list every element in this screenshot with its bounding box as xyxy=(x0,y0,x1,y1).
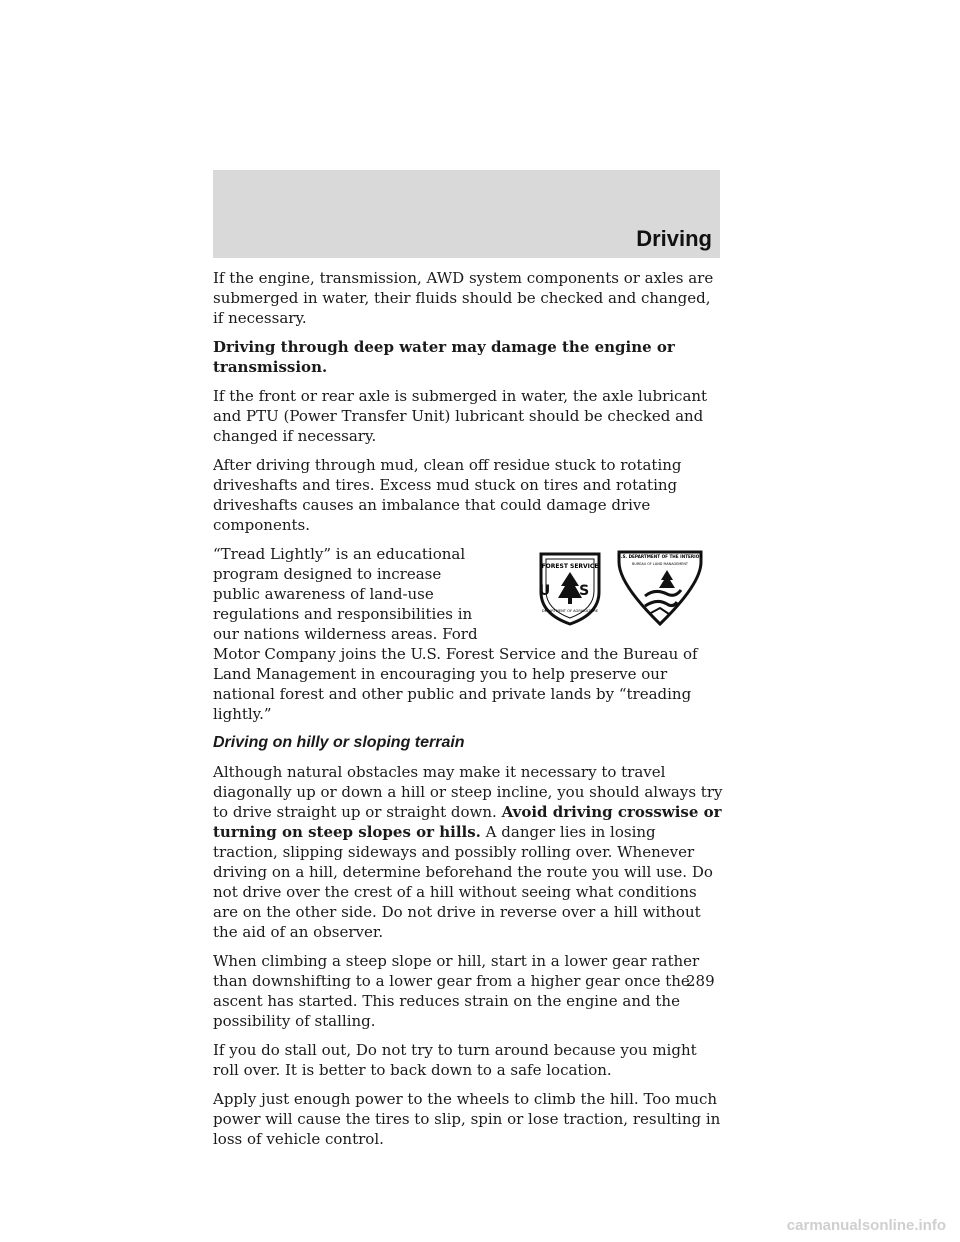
paragraph-axle: If the front or rear axle is submerged in water, the axle lubricant and PTU (Power Transfer Unit) lubricant should be checked and changed if necessary. xyxy=(213,387,708,445)
section-header-band xyxy=(213,170,720,258)
paragraph-fluids: If the engine, transmission, AWD system components or axles are submerged in water, their fluids should be checked and changed, if necessary. xyxy=(213,269,714,327)
forest-service-shield-logo xyxy=(537,548,603,626)
page-number: 289 xyxy=(686,972,715,990)
warning-crosswise: Avoid driving crosswise or turning on steep slopes or hills. xyxy=(213,803,722,841)
subheading-hilly-terrain: Driving on hilly or sloping terrain xyxy=(213,734,465,751)
blm-triangle-logo xyxy=(615,548,705,626)
paragraph-climbing: When climbing a steep slope or hill, start in a lower gear rather than downshifting to a lower gear from a higher gear once the ascent has started. This reduces strain on the engine and the possibility of stalling. xyxy=(213,952,700,1030)
agency-logos xyxy=(495,548,725,630)
svg-text:BUREAU OF LAND MANAGEMENT: BUREAU OF LAND MANAGEMENT xyxy=(632,562,688,566)
paragraph-diagonal-end: A danger lies in losing traction, slipping sideways and possibly rolling over. Whenever driving on a hill, determine beforehand the route you will use. Do not drive over the crest of a hill without seeing what conditions are on the other side. Do not drive in reverse over a hill without the aid of an observer. xyxy=(213,823,713,941)
svg-text:FOREST SERVICE: FOREST SERVICE xyxy=(541,563,599,570)
watermark: carmanualsonline.info xyxy=(786,1217,946,1234)
paragraph-stall: If you do stall out, Do not try to turn around because you might roll over. It is better to back down to a safe location. xyxy=(213,1041,697,1079)
paragraph-diagonal xyxy=(213,762,725,942)
paragraph-power: Apply just enough power to the wheels to climb the hill. Too much power will cause the tires to slip, spin or lose traction, resulting in loss of vehicle control. xyxy=(213,1090,721,1148)
paragraph-mud: After driving through mud, clean off residue stuck to rotating driveshafts and tires. Excess mud stuck on tires and rotating driveshafts causes an imbalance that could damage drive components. xyxy=(213,456,682,534)
svg-text:U.S. DEPARTMENT OF THE INTERIO: U.S. DEPARTMENT OF THE INTERIOR xyxy=(617,554,703,559)
section-title: Driving xyxy=(636,226,712,251)
warning-deep-water: Driving through deep water may damage the engine or transmission. xyxy=(213,338,675,376)
paragraph-diagonal-start: Although natural obstacles may make it necessary to travel diagonally up or down a hill or steep incline, you should always try to drive straight up or straight down. xyxy=(213,763,723,821)
svg-text:DEPARTMENT OF AGRICULTURE: DEPARTMENT OF AGRICULTURE xyxy=(541,609,599,613)
paragraph-tread-lightly: “Tread Lightly” is an educational program designed to increase public awareness of land-use regulations and responsibilities in our nations wilderness areas. Ford Motor Company joins the U.S. Forest Service and the Bureau of Land Management in encouraging you to help preserve our national forest and other public and private lands by “treading lightly.” xyxy=(213,545,698,723)
svg-text:U S: U S xyxy=(538,583,602,599)
page-content xyxy=(213,268,725,1158)
